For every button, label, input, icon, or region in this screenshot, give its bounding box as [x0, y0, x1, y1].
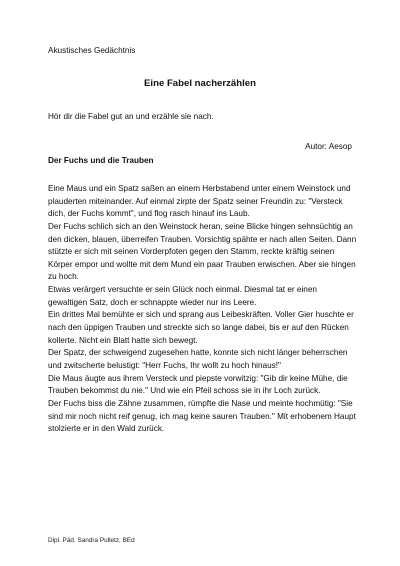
story-line: Ein drittes Mal bemühte er sich und sprang aus Leibeskräften. Voller Gier huschte er	[48, 310, 354, 320]
story-title: Der Fuchs und die Trauben	[48, 156, 154, 165]
story-line: stützte er sich mit seinen Vorderpfoten gegen den Stamm, reckte kräftig seinen	[48, 247, 335, 257]
footer-credit: Dipl. Päd. Sandra Pulletz, BEd	[48, 537, 135, 544]
story-line: Etwas verärgert versuchte er sein Glück noch einmal. Diesmal tat er einen	[48, 285, 317, 295]
story-line: Der Fuchs biss die Zähne zusammen, rümpfte die Nase und meinte hochmütig: "Sie	[48, 398, 353, 408]
story-line: den dicken, blauen, überreifen Trauben. Vorsichtig spähte er nach allen Seiten. Dann	[48, 234, 357, 244]
story-line: Der Fuchs schlich sich an den Weinstock heran, seine Blicke hingen sehnsüchtig an	[48, 221, 353, 231]
instruction-text: Hör dir die Fabel gut an und erzähle sie nach.	[48, 112, 214, 121]
story-line: sind mir noch nicht reif genug, ich mag keine sauren Trauben." Mit erhobenem Haupt	[48, 411, 356, 421]
story-line: plauderten miteinander. Auf einmal zirpte der Spatz seiner Freundin zu: "Versteck	[48, 196, 343, 206]
subject-header: Akustisches Gedächtnis	[48, 46, 136, 55]
story-line: Körper empor und wollte mit dem Mund ein paar Trauben erwischen. Aber sie hingen	[48, 259, 356, 269]
story-line: nach den üppigen Trauben und streckte sich so lange dabei, bis er auf den Rücken	[48, 323, 349, 333]
author-line: Autor: Aesop	[305, 142, 352, 151]
story-line: Der Spatz, der schweigend zugesehen hatte, konnte sich nicht länger beherrschen	[48, 348, 348, 358]
story-line: Trauben bekommst du nie." Und wie ein Pfeil schoss sie in ihr Loch zurück.	[48, 386, 321, 396]
story-line: stolzierte er in den Wald zurück.	[48, 424, 165, 434]
story-line: gewaltigen Satz, doch er schnappte wieder nur ins Leere.	[48, 297, 257, 307]
story-line: zu hoch.	[48, 272, 79, 282]
page-title: Eine Fabel nacherzählen	[144, 78, 256, 89]
story-body	[48, 183, 368, 436]
story-line: dich, der Fuchs kommt", und flog rasch hinauf ins Laub.	[48, 209, 250, 219]
story-line: und zwitscherte belustigt: "Herr Fuchs, Ihr wollt zu hoch hinaus!"	[48, 360, 281, 370]
story-line: Eine Maus und ein Spatz saßen an einem Herbstabend unter einem Weinstock und	[48, 184, 351, 193]
story-line: Die Maus äugte aus ihrem Versteck und piepste vorwitzig: "Gib dir keine Mühe, die	[48, 373, 348, 383]
story-line: kollerte. Nicht ein Blatt hatte sich bewegt.	[48, 335, 198, 345]
